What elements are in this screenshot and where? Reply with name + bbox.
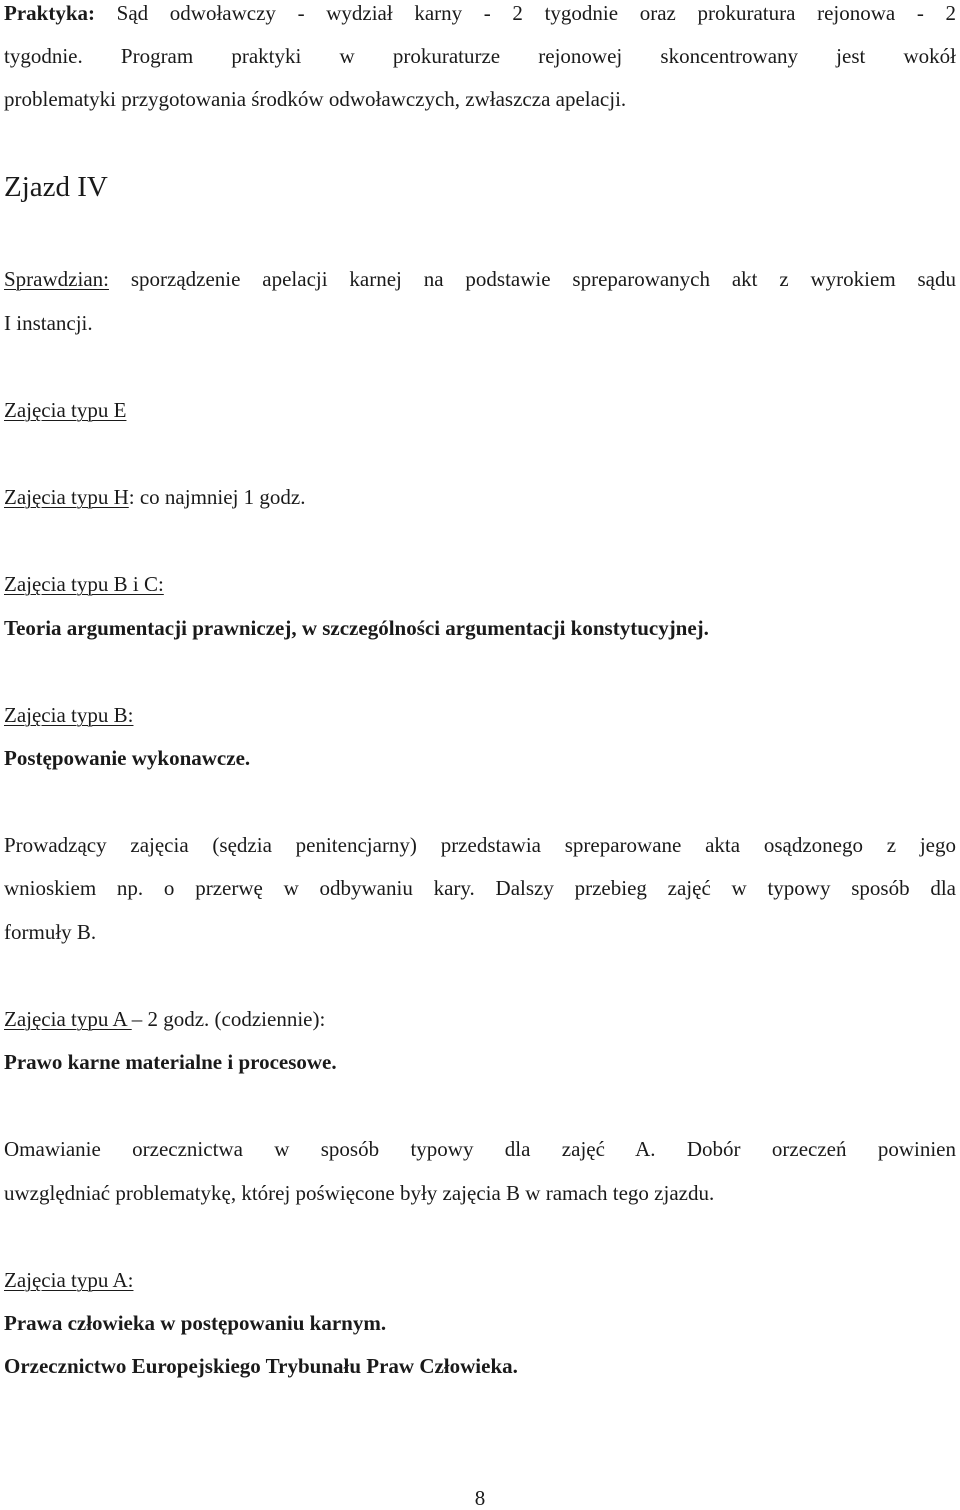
praktyka-line-1: [4, 3, 956, 24]
zajecia-a1-para-line-1: Omawianie orzecznictwa w sposób typowy dla zajęć A. Dobór orzeczeń powinien: [4, 1137, 956, 1161]
sprawdzian-line-1-text: sporządzenie apelacji karnej na podstawie spreparowanych akt z wyrokiem sądu: [130, 267, 957, 291]
praktyka-line-1-text: Sąd odwoławczy - wydział karny - 2 tygodnie oraz prokuratura rejonowa - 2: [116, 1, 956, 25]
zajecia-b-topic: Postępowanie wykonawcze.: [4, 746, 251, 770]
zajecia-a1-para-line-2: uwzględniać problematykę, której poświęcone były zajęcia B w ramach tego zjazdu.: [4, 1181, 715, 1205]
zajecia-a1-text: – 2 godz. (codziennie):: [131, 1007, 326, 1031]
zajecia-a2-topic-1: Prawa człowieka w postępowaniu karnym.: [4, 1311, 387, 1335]
zajecia-a1-topic: Prawo karne materialne i procesowe.: [4, 1050, 337, 1074]
zajecia-a2-topic-2: Orzecznictwo Europejskiego Trybunału Praw Człowieka.: [4, 1354, 518, 1378]
zajecia-a1-label: Zajęcia typu A: [4, 1007, 132, 1031]
section-heading: Zjazd IV: [4, 171, 108, 203]
zajecia-b-label: Zajęcia typu B:: [4, 703, 134, 727]
praktyka-label: Praktyka:: [4, 1, 95, 25]
zajecia-a2-label: Zajęcia typu A:: [4, 1268, 134, 1292]
zajecia-bc-topic: Teoria argumentacji prawniczej, w szczególności argumentacji konstytucyjnej.: [4, 616, 709, 640]
zajecia-h-line: [4, 487, 306, 508]
zajecia-bc-label: Zajęcia typu B i C:: [4, 572, 164, 596]
zajecia-a1-line: [4, 1009, 325, 1030]
zajecia-h-label: Zajęcia typu H: [4, 485, 129, 509]
sprawdzian-line-1: [4, 269, 956, 290]
page-number: 8: [474, 1486, 486, 1510]
zajecia-b-para-line-1: Prowadzący zajęcia (sędzia penitencjarny) przedstawia spreparowane akta osądzonego z jego: [4, 833, 956, 857]
praktyka-line-2: tygodnie. Program praktyki w prokuraturze rejonowej skoncentrowany jest wokół: [4, 44, 956, 68]
sprawdzian-label: Sprawdzian:: [4, 267, 109, 291]
praktyka-line-3: problematyki przygotowania środków odwoławczych, zwłaszcza apelacji.: [4, 87, 627, 111]
zajecia-b-para-line-3: formuły B.: [4, 920, 97, 944]
zajecia-e-label: Zajęcia typu E: [4, 398, 127, 422]
zajecia-h-text: : co najmniej 1 godz.: [128, 485, 306, 509]
zajecia-b-para-line-2: wnioskiem np. o przerwę w odbywaniu kary. Dalszy przebieg zajęć w typowy sposób dla: [4, 876, 956, 900]
sprawdzian-line-2: I instancji.: [4, 311, 93, 335]
